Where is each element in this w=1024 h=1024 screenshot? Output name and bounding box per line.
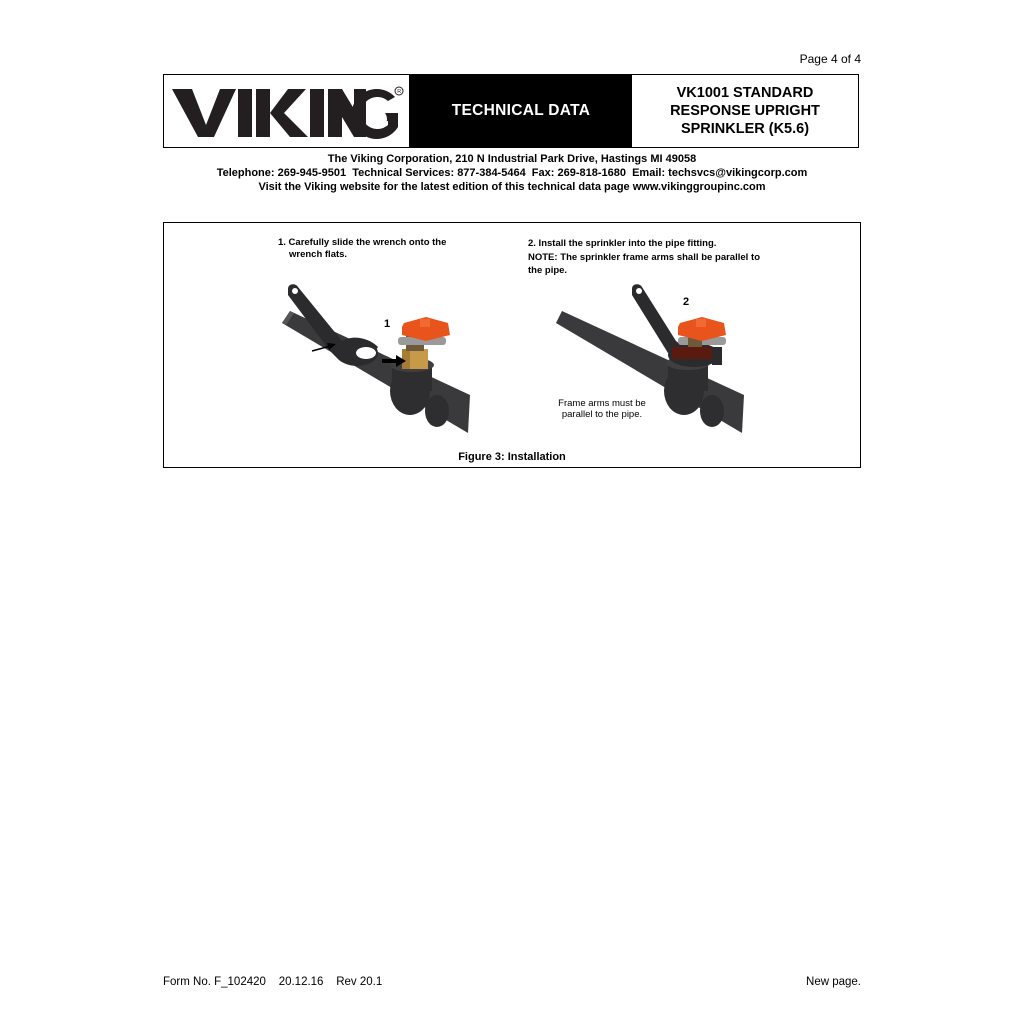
contact-address: The Viking Corporation, 210 N Industrial Park Drive, Hastings MI 49058 [327,153,697,165]
step1-marker: 1 [384,318,391,330]
page-number: Page 4 of 4 [799,52,861,66]
footer-note: New page. [806,976,861,988]
wrench-2 [632,284,684,353]
title-line-1: VK1001 STANDARD [676,85,814,101]
step2-note: NOTE: The sprinkler frame arms shall be parallel to the pipe. [528,251,760,276]
viking-logo [170,83,404,141]
illustration-step1 [282,284,470,433]
installation-illustration [164,223,860,467]
header-box [163,74,859,148]
step2-marker: 2 [683,296,690,308]
section-label: TECHNICAL DATA [410,75,632,147]
svg-text:R: R [397,89,402,95]
contact-block [163,152,861,194]
step2-line1: 2. Install the sprinkler into the pipe fitting. [528,238,717,249]
document-title [632,75,858,147]
frame-arms-caption: Frame arms must be parallel to the pipe. [558,398,646,420]
contact-website: Visit the Viking website for the latest edition of this technical data page www.vikinggroupinc.com [258,181,766,193]
title-line-3: SPRINKLER (K5.6) [680,121,810,137]
step1-line1: 1. Carefully slide the wrench onto the [278,237,447,248]
form-number: Form No. F_102420 20.12.16 Rev 20.1 [163,976,383,988]
installation-figure [163,222,861,468]
contact-phones: Telephone: 269-945-9501 Technical Services: 877-384-5464 Fax: 269-818-1680 Email: techsvcs@vikingcorp.com [216,167,808,179]
logo-cell [164,75,410,147]
title-line-2: RESPONSE UPRIGHT [670,103,820,119]
figure-caption: Figure 3: Installation [458,451,566,463]
step1-line2: wrench flats. [289,248,348,260]
